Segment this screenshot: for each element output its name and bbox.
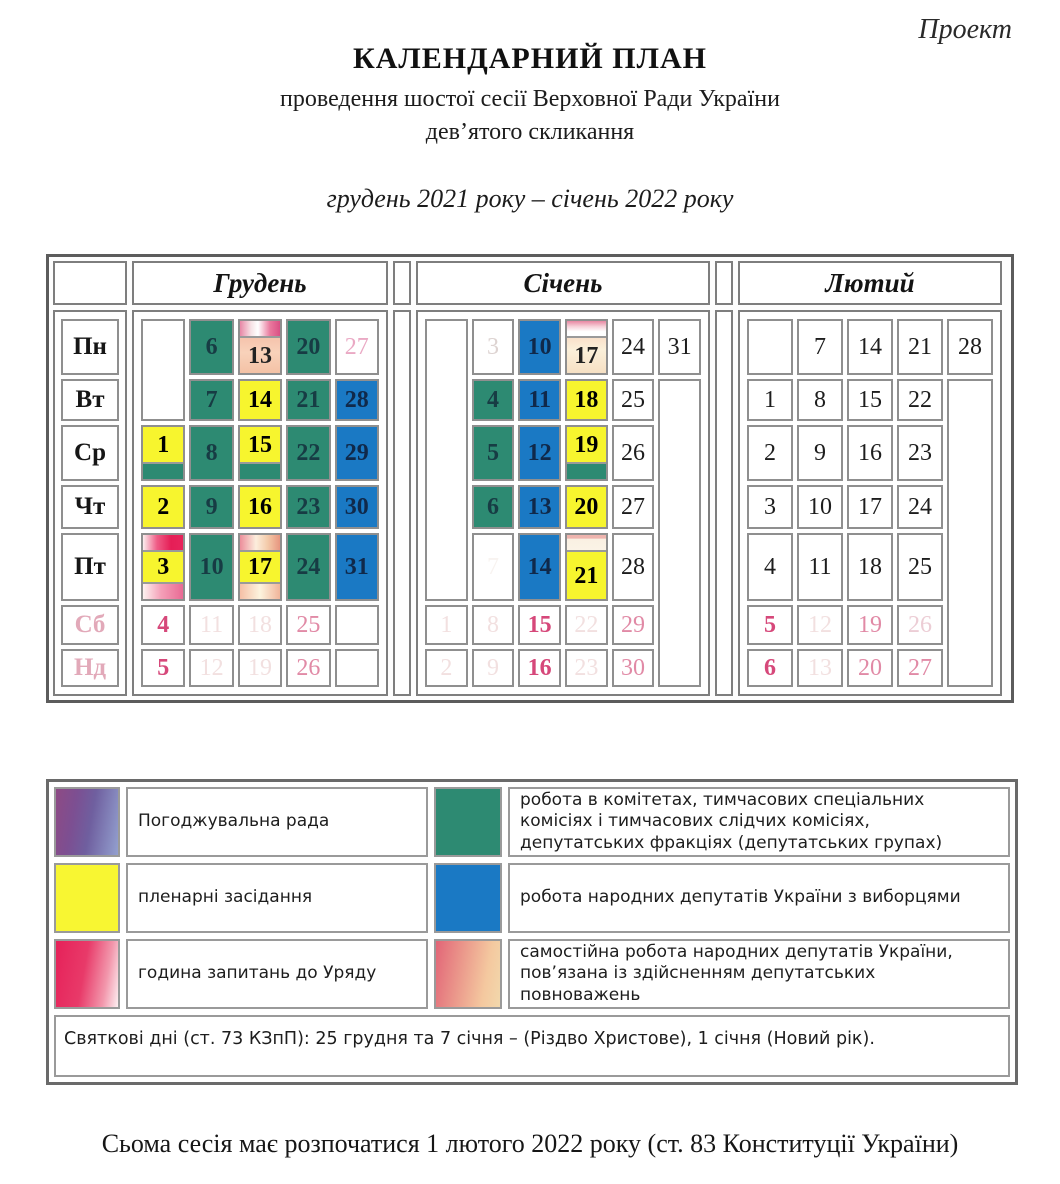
day-cell-feb-20 [847, 649, 893, 687]
header-spacer-1 [393, 261, 411, 305]
empty-day-cell [658, 379, 701, 687]
day-number: 17 [574, 342, 599, 369]
draft-watermark: Проект [918, 14, 1012, 45]
day-number: 20 [858, 655, 882, 681]
day-number: 13 [808, 655, 832, 681]
day-cell-dec-26 [286, 649, 330, 687]
day-number: 15 [527, 612, 552, 638]
day-number: 9 [814, 440, 826, 466]
month-title: Грудень [213, 267, 307, 298]
day-number: 13 [247, 342, 272, 369]
weekday-label-sat: Сб [61, 605, 119, 645]
day-cell-jan-2 [425, 649, 468, 687]
day-number: 31 [667, 334, 692, 360]
day-cell-dec-21 [286, 379, 330, 421]
month-grid-january [416, 310, 710, 696]
legend-label-plenary: пленарні засідання [126, 863, 428, 933]
day-cell-feb-24 [897, 485, 943, 529]
day-number: 19 [574, 431, 599, 458]
day-cell-feb-6 [747, 649, 793, 687]
day-number [337, 651, 377, 685]
activity-band-top [240, 321, 280, 338]
day-number: 2 [764, 440, 776, 466]
activity-band-top [143, 535, 183, 552]
day-cell-feb-27 [897, 649, 943, 687]
day-cell-feb-28 [947, 319, 993, 375]
day-cell-jan-16 [518, 649, 561, 687]
day-number: 14 [247, 387, 272, 413]
day-cell-dec-4 [141, 605, 185, 645]
day-cell-feb-23 [897, 425, 943, 481]
day-cell-feb-7 [797, 319, 843, 375]
day-number [427, 321, 466, 599]
day-number: 8 [814, 387, 826, 413]
day-cell-dec-2 [141, 485, 185, 529]
day-number: 28 [344, 387, 369, 413]
day-cell-feb-13 [797, 649, 843, 687]
day-cell-jan-8 [472, 605, 515, 645]
day-number: 29 [344, 440, 369, 466]
day-cell-dec-18 [238, 605, 282, 645]
day-number: 12 [808, 612, 832, 638]
day-number: 21 [908, 334, 932, 360]
day-cell-jan-18 [565, 379, 608, 421]
day-cell-feb-26 [897, 605, 943, 645]
day-cell-feb-4 [747, 533, 793, 601]
day-cell-jan-29 [612, 605, 655, 645]
day-number: 11 [200, 612, 224, 638]
day-number: 3 [486, 334, 499, 360]
day-cell-dec-16 [238, 485, 282, 529]
empty-day-cell [747, 319, 793, 375]
day-cell-dec-23 [286, 485, 330, 529]
day-cell-dec-27 [335, 319, 379, 375]
day-cell-jan-6 [472, 485, 515, 529]
day-number: 8 [486, 612, 499, 638]
day-number: 4 [764, 554, 776, 580]
header-spacer-2 [715, 261, 733, 305]
day-number: 9 [486, 655, 499, 681]
day-number: 6 [205, 334, 218, 360]
day-cell-dec-8 [189, 425, 233, 481]
column-spacer-1 [393, 310, 411, 696]
activity-band-bottom [240, 462, 280, 479]
day-number: 23 [574, 655, 599, 681]
day-number: 14 [527, 554, 552, 580]
day-cell-jan-7 [472, 533, 515, 601]
day-number: 23 [908, 440, 932, 466]
day-number [143, 321, 183, 419]
day-number: 5 [157, 655, 170, 681]
day-cell-feb-3 [747, 485, 793, 529]
legend-label-question-hour: година запитань до Уряду [126, 939, 428, 1009]
day-cell-feb-14 [847, 319, 893, 375]
day-number: 1 [440, 612, 453, 638]
day-cell-jan-23 [565, 649, 608, 687]
day-cell-dec-11 [189, 605, 233, 645]
day-cell-dec-6 [189, 319, 233, 375]
day-number [749, 321, 791, 373]
legend-label-constituency: робота народних депутатів України з виборцями [508, 863, 1010, 933]
activity-band-bottom [143, 582, 183, 599]
day-cell-jan-25 [612, 379, 655, 421]
day-cell-dec-28 [335, 379, 379, 421]
day-cell-jan-17 [565, 319, 608, 375]
day-cell-dec-15 [238, 425, 282, 481]
day-number: 26 [620, 440, 645, 466]
holidays-note: Святкові дні (ст. 73 КЗпП): 25 грудня та 7 січня – (Різдво Христове), 1 січня (Новий рік). [54, 1015, 1010, 1077]
month-header-december [132, 261, 388, 305]
day-cell-jan-11 [518, 379, 561, 421]
day-cell-dec-14 [238, 379, 282, 421]
activity-band-top [567, 535, 606, 552]
day-number: 11 [808, 554, 832, 580]
day-number [949, 381, 991, 685]
day-cell-jan-3 [472, 319, 515, 375]
day-number: 4 [486, 387, 499, 413]
day-number: 19 [858, 612, 882, 638]
day-number: 16 [527, 655, 552, 681]
day-number: 9 [205, 494, 218, 520]
day-cell-jan-12 [518, 425, 561, 481]
month-title: Лютий [825, 267, 915, 298]
day-number: 22 [908, 387, 932, 413]
day-number: 23 [296, 494, 321, 520]
day-cell-feb-21 [897, 319, 943, 375]
day-number: 12 [199, 655, 224, 681]
activity-band-top [567, 321, 606, 338]
committee-work-swatch [434, 787, 502, 857]
day-cell-jan-13 [518, 485, 561, 529]
day-number: 1 [764, 387, 776, 413]
day-cell-jan-24 [612, 319, 655, 375]
day-number: 24 [296, 554, 321, 580]
day-number: 17 [858, 494, 882, 520]
day-cell-feb-22 [897, 379, 943, 421]
legend-table [46, 779, 1018, 1085]
day-cell-jan-22 [565, 605, 608, 645]
day-number: 2 [440, 655, 453, 681]
day-number: 16 [247, 494, 272, 520]
day-cell-dec-5 [141, 649, 185, 687]
day-cell-dec-22 [286, 425, 330, 481]
constituency-work-swatch [434, 863, 502, 933]
day-number: 22 [574, 612, 599, 638]
day-cell-feb-10 [797, 485, 843, 529]
day-number: 30 [620, 655, 645, 681]
plenary-sessions-swatch [54, 863, 120, 933]
day-number: 27 [620, 494, 645, 520]
day-cell-dec-29 [335, 425, 379, 481]
activity-band-bottom [240, 582, 280, 599]
day-number: 22 [296, 440, 321, 466]
column-spacer-2 [715, 310, 733, 696]
day-number: 27 [344, 334, 369, 360]
day-cell-jan-4 [472, 379, 515, 421]
day-number: 2 [157, 494, 170, 520]
day-number: 7 [814, 334, 826, 360]
day-number: 16 [858, 440, 882, 466]
day-number: 3 [764, 494, 776, 520]
day-number: 5 [486, 440, 499, 466]
day-cell-jan-27 [612, 485, 655, 529]
day-cell-dec-24 [286, 533, 330, 601]
day-cell-feb-16 [847, 425, 893, 481]
day-number: 25 [908, 554, 932, 580]
day-number: 6 [764, 655, 776, 681]
day-number: 21 [574, 562, 599, 589]
day-cell-feb-19 [847, 605, 893, 645]
day-number: 27 [908, 655, 932, 681]
day-number: 30 [344, 494, 369, 520]
day-cell-jan-26 [612, 425, 655, 481]
day-cell-dec-19 [238, 649, 282, 687]
day-number: 17 [247, 554, 272, 580]
day-cell-dec-31 [335, 533, 379, 601]
day-number: 5 [764, 612, 776, 638]
month-header-january [416, 261, 710, 305]
day-number: 26 [908, 612, 932, 638]
day-cell-feb-8 [797, 379, 843, 421]
day-number: 24 [620, 334, 645, 360]
day-number: 20 [574, 494, 599, 520]
conciliation-council-swatch [54, 787, 120, 857]
question-hour-swatch [54, 939, 120, 1009]
day-number: 20 [296, 334, 321, 360]
activity-band-bottom [567, 462, 606, 479]
empty-day-cell [335, 649, 379, 687]
day-cell-dec-7 [189, 379, 233, 421]
day-number: 11 [528, 387, 551, 413]
day-cell-jan-19 [565, 425, 608, 481]
day-number: 12 [527, 440, 552, 466]
activity-band-bottom [143, 462, 183, 479]
day-cell-dec-30 [335, 485, 379, 529]
activity-band-top [240, 535, 280, 552]
legend-label-independent: самостійна робота народних депутатів України, пов’язана із здійсненням депутатських повноважень [508, 939, 1010, 1009]
day-number [337, 607, 377, 643]
day-cell-feb-18 [847, 533, 893, 601]
day-cell-dec-10 [189, 533, 233, 601]
day-cell-jan-31 [658, 319, 701, 375]
subtitle-line-1: проведення шостої сесії Верховної Ради України [280, 86, 780, 112]
day-number: 25 [620, 387, 645, 413]
day-cell-jan-30 [612, 649, 655, 687]
weekday-label-wed: Ср [61, 425, 119, 481]
document-header [0, 0, 1060, 214]
day-cell-jan-21 [565, 533, 608, 601]
day-number: 1 [157, 431, 170, 458]
day-cell-jan-14 [518, 533, 561, 601]
day-number: 13 [527, 494, 552, 520]
day-number: 15 [858, 387, 882, 413]
day-cell-jan-1 [425, 605, 468, 645]
day-cell-dec-17 [238, 533, 282, 601]
subtitle-line-2: дев’ятого скликання [425, 119, 635, 145]
day-cell-jan-10 [518, 319, 561, 375]
weekday-label-fri: Пт [61, 533, 119, 601]
day-number: 6 [486, 494, 499, 520]
empty-day-cell [335, 605, 379, 645]
month-title: Січень [523, 267, 603, 298]
day-number: 21 [296, 387, 321, 413]
day-cell-dec-25 [286, 605, 330, 645]
day-cell-feb-15 [847, 379, 893, 421]
day-number: 7 [205, 387, 218, 413]
day-number: 15 [247, 431, 272, 458]
day-number [660, 381, 699, 685]
day-number: 26 [296, 655, 321, 681]
day-cell-feb-1 [747, 379, 793, 421]
independent-work-swatch [434, 939, 502, 1009]
day-cell-jan-20 [565, 485, 608, 529]
empty-day-cell [947, 379, 993, 687]
day-cell-dec-12 [189, 649, 233, 687]
day-cell-feb-5 [747, 605, 793, 645]
day-number: 28 [620, 554, 645, 580]
day-cell-feb-9 [797, 425, 843, 481]
day-cell-dec-3 [141, 533, 185, 601]
month-grid-december [132, 310, 388, 696]
day-cell-feb-25 [897, 533, 943, 601]
weekday-label-mon: Пн [61, 319, 119, 375]
month-grid-february [738, 310, 1002, 696]
legend-label-conciliation: Погоджувальна рада [126, 787, 428, 857]
day-number: 25 [296, 612, 321, 638]
day-number: 8 [205, 440, 218, 466]
day-cell-dec-20 [286, 319, 330, 375]
day-number: 4 [157, 612, 170, 638]
day-number: 24 [908, 494, 932, 520]
legend-label-committee: робота в комітетах, тимчасових спеціальних комісіях і тимчасових слідчих комісіях, депутатських фракціях (депутатських групах) [508, 787, 1010, 857]
day-cell-feb-2 [747, 425, 793, 481]
day-number: 29 [620, 612, 645, 638]
day-number: 7 [486, 554, 499, 580]
empty-day-cell [425, 319, 468, 601]
day-cell-jan-5 [472, 425, 515, 481]
day-cell-dec-13 [238, 319, 282, 375]
weekday-label-column [53, 310, 127, 696]
day-cell-jan-15 [518, 605, 561, 645]
corner-cell [53, 261, 127, 305]
day-cell-jan-9 [472, 649, 515, 687]
day-number: 10 [527, 334, 552, 360]
day-cell-feb-17 [847, 485, 893, 529]
day-number: 10 [199, 554, 224, 580]
day-cell-feb-11 [797, 533, 843, 601]
weekday-label-tue: Вт [61, 379, 119, 421]
day-number: 31 [344, 554, 369, 580]
day-cell-feb-12 [797, 605, 843, 645]
calendar-table [46, 254, 1014, 703]
day-number: 18 [574, 387, 599, 413]
period-range: грудень 2021 року – січень 2022 року [326, 184, 734, 213]
day-number: 18 [247, 612, 272, 638]
day-cell-dec-1 [141, 425, 185, 481]
page-title: КАЛЕНДАРНИЙ ПЛАН [353, 42, 707, 75]
day-number: 28 [958, 334, 982, 360]
day-cell-dec-9 [189, 485, 233, 529]
weekday-label-thu: Чт [61, 485, 119, 529]
footer-note: Сьома сесія має розпочатися 1 лютого 2022 року (ст. 83 Конституції України) [101, 1129, 959, 1158]
day-number: 14 [858, 334, 882, 360]
empty-day-cell [141, 319, 185, 421]
weekday-label-sun: Нд [61, 649, 119, 687]
day-number: 18 [858, 554, 882, 580]
month-header-february [738, 261, 1002, 305]
day-number: 10 [808, 494, 832, 520]
day-number: 3 [157, 554, 170, 580]
day-cell-jan-28 [612, 533, 655, 601]
day-number: 19 [247, 655, 272, 681]
